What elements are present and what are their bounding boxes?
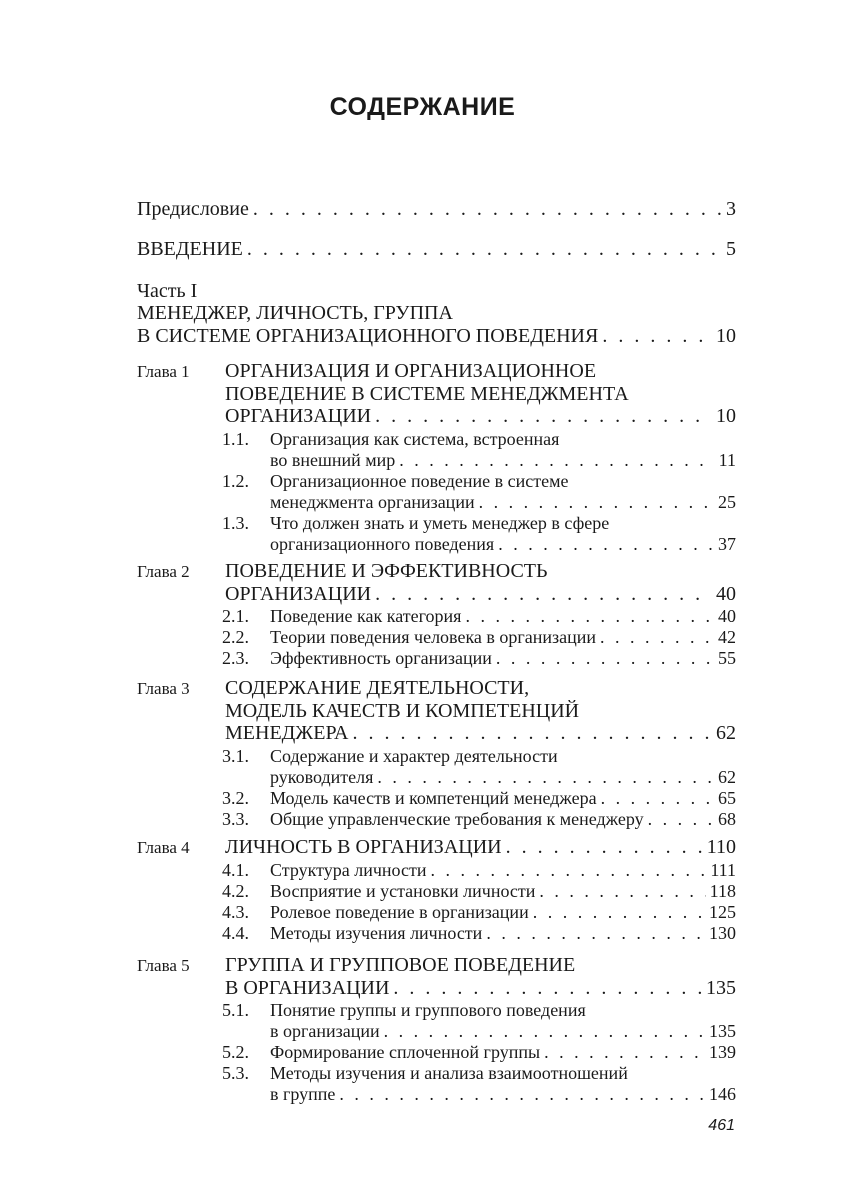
section-title-line: Понятие группы и группового поведения	[270, 1000, 586, 1020]
section-entry	[270, 606, 736, 627]
toc-page-number: 40	[718, 606, 736, 626]
dot-leader	[430, 860, 706, 881]
chapter-title-line: МОДЕЛЬ КАЧЕСТВ И КОМПЕТЕНЦИЙ	[225, 699, 580, 722]
toc-entry-title: Предисловие	[137, 198, 249, 220]
toc-entry-title: ОРГАНИЗАЦИИ	[225, 582, 372, 605]
chapter-title-line: СОДЕРЖАНИЕ ДЕЯТЕЛЬНОСТИ,	[225, 677, 530, 699]
dot-leader	[393, 977, 702, 1000]
toc-page-number: 5	[726, 238, 736, 260]
toc-page-number: 10	[716, 325, 736, 347]
toc-page-number: 62	[716, 722, 736, 744]
section-number: 1.3.	[222, 512, 249, 533]
chapter-title-line	[225, 722, 736, 745]
dot-leader	[253, 198, 722, 221]
toc-page-number: 118	[709, 880, 736, 901]
toc-entry-title: ОРГАНИЗАЦИИ	[225, 405, 372, 427]
page-number: 461	[708, 1117, 735, 1134]
toc-entry-title: в группе	[270, 1084, 336, 1104]
toc-page-number: 135	[706, 976, 736, 999]
section-number: 2.2.	[222, 627, 249, 647]
section-entry	[270, 450, 736, 471]
toc-page-number: 111	[710, 859, 736, 880]
dot-leader	[600, 627, 714, 648]
dot-leader	[496, 648, 714, 669]
section-number: 4.1.	[222, 859, 249, 880]
chapter-title-line: ПОВЕДЕНИЕ В СИСТЕМЕ МЕНЕДЖМЕНТА	[225, 382, 629, 405]
dot-leader	[602, 325, 712, 348]
dot-leader	[479, 492, 714, 513]
section-title-line: Содержание и характер деятельности	[270, 745, 558, 766]
toc-entry-title: Общие управленческие требования к менеджеру	[270, 808, 644, 829]
dot-leader	[465, 606, 714, 627]
section-number: 5.1.	[222, 1000, 249, 1020]
chapter-title-line: ОРГАНИЗАЦИЯ И ОРГАНИЗАЦИОННОЕ	[225, 360, 597, 382]
toc-entry-title: В ОРГАНИЗАЦИИ	[225, 976, 390, 999]
toc-page-number: 110	[706, 836, 736, 858]
section-entry	[270, 881, 736, 902]
toc-page-number: 62	[718, 766, 736, 787]
chapter-title-line: ГРУППА И ГРУППОВОЕ ПОВЕДЕНИЕ	[225, 954, 576, 976]
dot-leader	[339, 1084, 705, 1105]
toc-page-number: 146	[709, 1084, 736, 1104]
toc-entry-introduction	[137, 238, 736, 261]
toc-page-number: 139	[709, 1042, 736, 1062]
section-entry	[270, 1042, 736, 1063]
toc-entry-title: Модель качеств и компетенций менеджера	[270, 787, 597, 808]
dot-leader	[352, 722, 712, 745]
toc-entry-title: менеджмента организации	[270, 491, 475, 512]
toc-page-number: 10	[716, 405, 736, 427]
part-title-line: МЕНЕДЖЕР, ЛИЧНОСТЬ, ГРУППА	[137, 302, 453, 324]
toc-entry-title: Восприятие и установки личности	[270, 880, 536, 901]
toc-page-number: 68	[718, 808, 736, 829]
dot-leader	[384, 1021, 705, 1042]
toc-page-number: 37	[718, 533, 736, 554]
section-entry	[270, 534, 736, 555]
section-title-line: Что должен знать и уметь менеджер в сфере	[270, 512, 610, 533]
section-title-line: Методы изучения и анализа взаимоотношений	[270, 1063, 628, 1083]
section-entry	[270, 492, 736, 513]
dot-leader	[247, 238, 722, 261]
section-entry	[270, 1084, 736, 1105]
dot-leader	[375, 405, 712, 428]
toc-page-number: 11	[718, 449, 736, 470]
section-number: 4.3.	[222, 901, 249, 922]
section-entry	[270, 788, 736, 809]
section-number: 3.1.	[222, 745, 249, 766]
toc-page-number: 3	[726, 198, 736, 220]
chapter-title-line: ПОВЕДЕНИЕ И ЭФФЕКТИВНОСТЬ	[225, 560, 548, 582]
chapter-label: Глава 1	[137, 362, 190, 381]
section-entry	[270, 860, 736, 881]
part-label: Часть I	[137, 280, 198, 302]
toc-page-number: 25	[718, 491, 736, 512]
part-title-line: В СИСТЕМЕ ОРГАНИЗАЦИОННОГО ПОВЕДЕНИЯ	[137, 325, 599, 347]
section-entry	[270, 1021, 736, 1042]
toc-entry-title: ВВЕДЕНИЕ	[137, 238, 243, 260]
toc-entry-title: в организации	[270, 1021, 380, 1041]
dot-leader	[498, 534, 714, 555]
dot-leader	[399, 450, 714, 471]
toc-entry-title: Теории поведения человека в организации	[270, 627, 597, 647]
section-entry	[270, 923, 736, 944]
section-number: 1.1.	[222, 428, 249, 449]
toc-page-number: 55	[718, 648, 736, 668]
section-title-line: Организационное поведение в системе	[270, 470, 569, 491]
toc-entry-title: Поведение как категория	[270, 606, 462, 626]
toc-entry-title: организационного поведения	[270, 533, 495, 554]
section-number: 1.2.	[222, 470, 249, 491]
section-number: 5.3.	[222, 1063, 249, 1083]
dot-leader	[506, 836, 703, 859]
section-number: 3.2.	[222, 787, 249, 808]
chapter-title-line	[225, 583, 736, 606]
toc-entry-title: во внешний мир	[270, 449, 396, 470]
section-number: 5.2.	[222, 1042, 249, 1062]
dot-leader	[375, 583, 712, 606]
section-entry	[270, 767, 736, 788]
section-number: 4.4.	[222, 922, 249, 943]
chapter-title-line	[225, 836, 736, 859]
chapter-label: Глава 2	[137, 562, 190, 581]
toc-page-number: 40	[716, 582, 736, 605]
dot-leader	[601, 788, 714, 809]
toc-page-number: 42	[718, 627, 736, 647]
toc-entry-title: Методы изучения личности	[270, 922, 483, 943]
section-entry	[270, 627, 736, 648]
section-number: 4.2.	[222, 880, 249, 901]
chapter-label: Глава 3	[137, 679, 190, 698]
toc-page-number: 130	[709, 922, 736, 943]
section-entry	[270, 902, 736, 923]
section-number: 3.3.	[222, 808, 249, 829]
toc-entry-title: Ролевое поведение в организации	[270, 901, 529, 922]
dot-leader	[648, 809, 714, 830]
toc-entry-part1	[137, 325, 736, 348]
chapter-label: Глава 5	[137, 956, 190, 975]
toc-entry-title: Эффективность организации	[270, 648, 492, 668]
toc-entry-preface	[137, 198, 736, 221]
section-title-line: Организация как система, встроенная	[270, 428, 560, 449]
toc-page-number: 125	[709, 901, 736, 922]
toc-page-number: 65	[718, 787, 736, 808]
section-entry	[270, 809, 736, 830]
toc-entry-title: МЕНЕДЖЕРА	[225, 722, 349, 744]
dot-leader	[533, 902, 705, 923]
toc-page-number: 135	[709, 1021, 736, 1041]
page-title: СОДЕРЖАНИЕ	[329, 93, 516, 121]
dot-leader	[544, 1042, 705, 1063]
chapter-title-line	[225, 977, 736, 1000]
chapter-label: Глава 4	[137, 838, 190, 857]
section-number: 2.3.	[222, 648, 249, 668]
toc-entry-title: руководителя	[270, 766, 374, 787]
dot-leader	[377, 767, 714, 788]
dot-leader	[486, 923, 705, 944]
section-number: 2.1.	[222, 606, 249, 626]
dot-leader	[539, 881, 705, 902]
toc-entry-title: Формирование сплоченной группы	[270, 1042, 541, 1062]
toc-entry-title: ЛИЧНОСТЬ В ОРГАНИЗАЦИИ	[225, 836, 502, 858]
toc-entry-title: Структура личности	[270, 859, 427, 880]
chapter-title-line	[225, 405, 736, 428]
section-entry	[270, 648, 736, 669]
